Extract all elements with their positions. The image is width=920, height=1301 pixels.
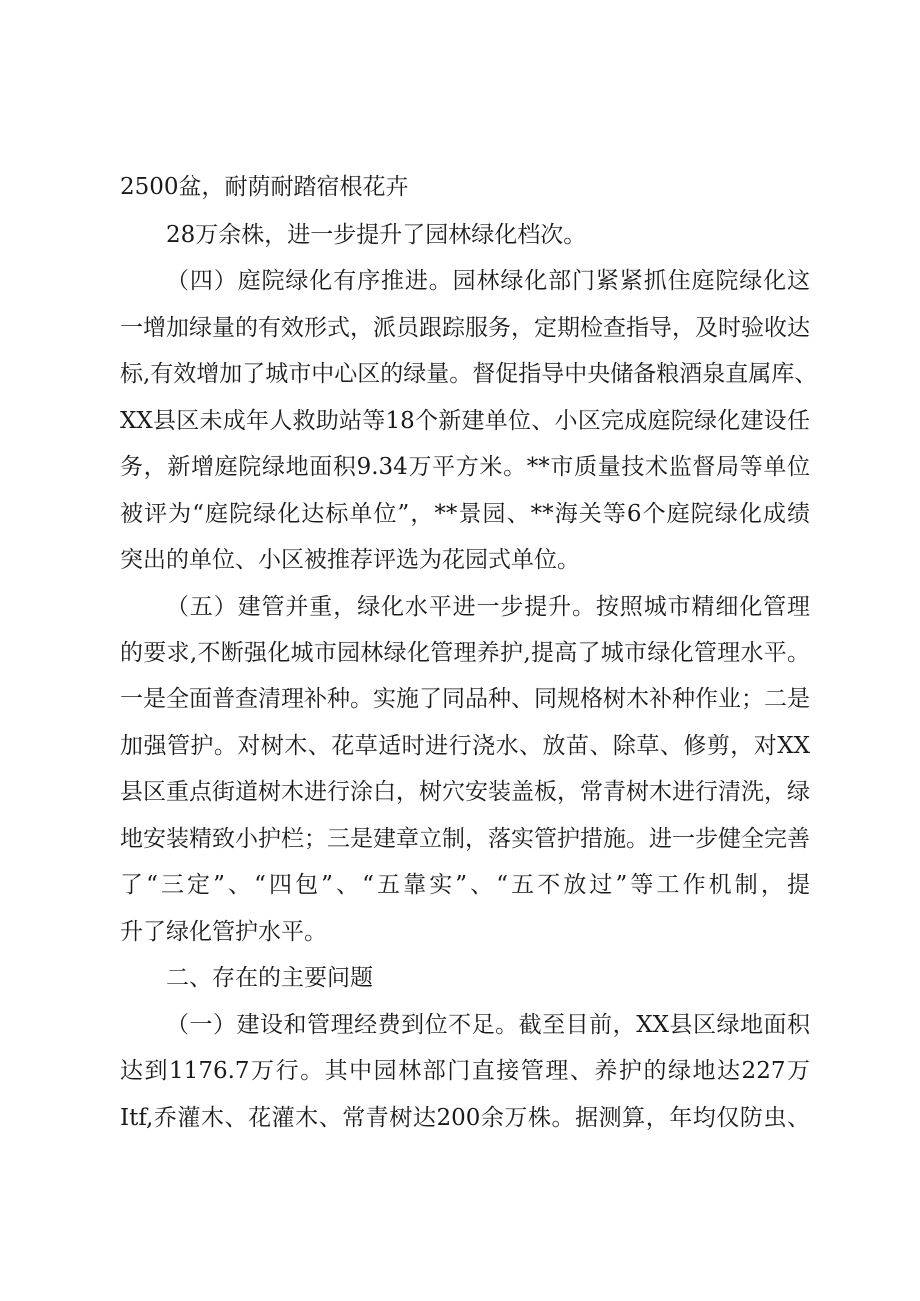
paragraph-5-line-4: 加强管护。对树木、花草适时进行浇水、放苗、除草、修剪，对XX — [120, 733, 810, 759]
paragraph-5-line-2: 的要求,不断强化城市园林绿化管理养护,提高了城市绿化管理水平。 — [120, 640, 810, 666]
paragraph-problem-1-line-3: Itf,乔灌木、花灌木、常青树达200余万株。据测算，年均仅防虫、 — [120, 1105, 810, 1131]
paragraph-problem-1-line-2: 达到1176.7万行。其中园林部门直接管理、养护的绿地达227万 — [120, 1058, 810, 1084]
paragraph-4-line-4: XX县区未成年人救助站等18个新建单位、小区完成庭院绿化建设任 — [120, 408, 810, 434]
paragraph-5-line-3: 一是全面普查清理补种。实施了同品种、同规格树木补种作业；二是 — [120, 686, 810, 712]
section-heading: 二、存在的主要问题 — [166, 965, 373, 991]
paragraph-5-line-1: （五）建管并重，绿化水平进一步提升。按照城市精细化管理 — [166, 594, 810, 620]
paragraph-5-line-8: 升了绿化管护水平。 — [120, 919, 327, 945]
text-line-2: 28万余株，进一步提升了园林绿化档次。 — [166, 222, 587, 248]
paragraph-4-line-1: （四）庭院绿化有序推进。园林绿化部门紧紧抓住庭院绿化这 — [166, 268, 810, 294]
paragraph-4-line-6: 被评为“庭院绿化达标单位”，**景园、**海关等6个庭院绿化成绩 — [120, 501, 810, 527]
paragraph-5-line-6: 地安装精致小护栏；三是建章立制，落实管护措施。进一步健全完善 — [120, 826, 810, 852]
paragraph-5-line-5: 县区重点街道树木进行涂白，树穴安装盖板，常青树木进行清洗，绿 — [120, 779, 810, 805]
paragraph-4-line-2: 一增加绿量的有效形式，派员跟踪服务，定期检查指导，及时验收达 — [120, 315, 810, 341]
paragraph-4-line-3: 标,有效增加了城市中心区的绿量。督促指导中央储备粮酒泉直属库、 — [120, 361, 818, 387]
paragraph-problem-1-line-1: （一）建设和管理经费到位不足。截至目前，XX县区绿地面积 — [166, 1012, 810, 1038]
paragraph-5-line-7: 了“三定”、“四包”、“五靠实”、“五不放过”等工作机制，提 — [120, 872, 810, 898]
text-line-1: 2500盆，耐荫耐踏宿根花卉 — [120, 174, 409, 200]
paragraph-4-line-5: 务，新增庭院绿地面积9.34万平方米。**市质量技术监督局等单位 — [120, 454, 810, 480]
paragraph-4-line-7: 突出的单位、小区被推荐评选为花园式单位。 — [120, 547, 580, 573]
